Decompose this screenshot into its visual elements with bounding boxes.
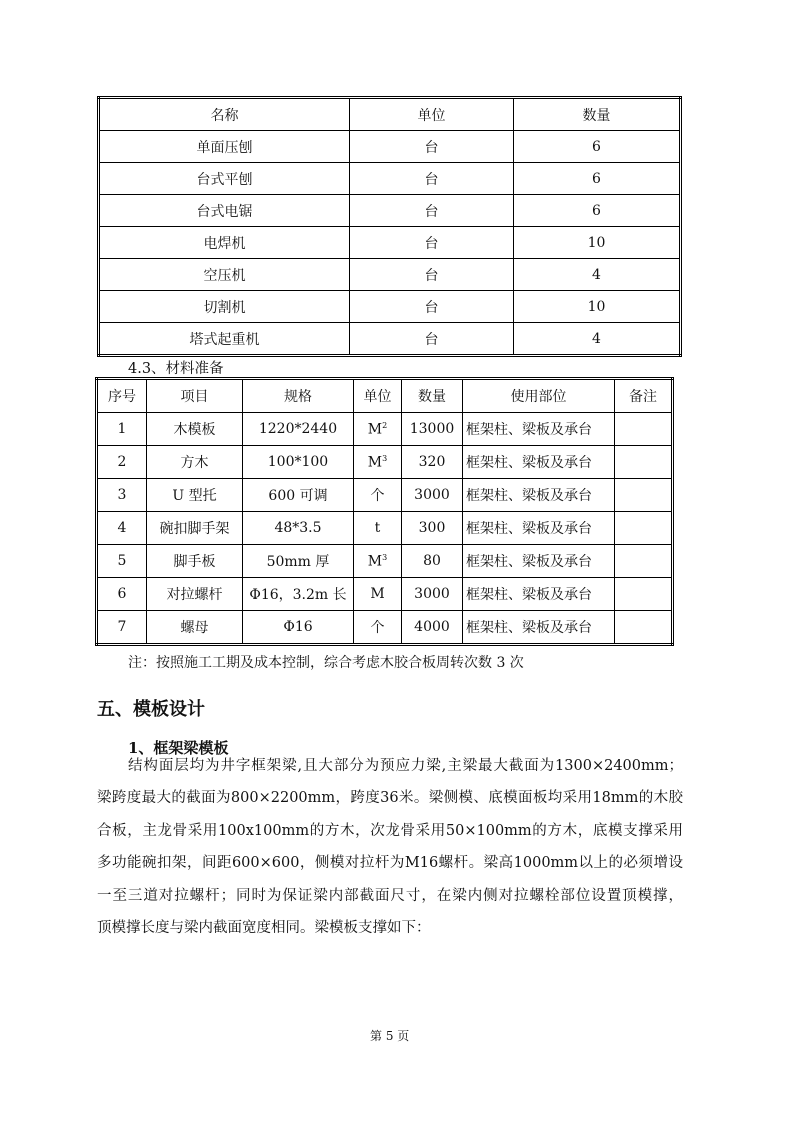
subsection-heading: 1、框架梁模板 (128, 739, 229, 757)
table-row (97, 611, 673, 645)
table-cell: 切割机 (99, 291, 350, 323)
paragraph-line: 结构面层均为井字框架梁,且大部分为预应力梁,主梁最大截面为1300×2400mm； (128, 758, 683, 774)
paragraph-line: 梁跨度最大的截面为800×2200mm，跨度36米。梁侧模、底模面板均采用18mm的木胶 (97, 790, 683, 807)
remark (615, 479, 673, 512)
materials-table (95, 377, 674, 646)
table-row (97, 446, 673, 479)
table-cell: 台 (350, 163, 514, 195)
quantity: 3000 (402, 479, 463, 512)
remark (615, 611, 673, 645)
unit (354, 578, 402, 611)
row-number: 1 (97, 413, 147, 446)
table-header-row (99, 98, 681, 131)
table-cell: 台 (350, 131, 514, 163)
usage-location: 框架柱、梁板及承台 (463, 446, 615, 479)
item-name: 方木 (147, 446, 243, 479)
table-row (99, 195, 681, 227)
table-cell: 6 (514, 195, 681, 227)
table-cell: 4 (514, 259, 681, 291)
table-cell: 6 (514, 163, 681, 195)
unit-text: M (370, 586, 385, 602)
unit-superscript: 3 (382, 453, 388, 463)
header-cell: 单位 (350, 98, 514, 131)
table-cell: 单面压刨 (99, 131, 350, 163)
table-row (97, 479, 673, 512)
table-row (99, 291, 681, 323)
table-row (97, 413, 673, 446)
quantity: 300 (402, 512, 463, 545)
table-row (99, 163, 681, 195)
remark (615, 545, 673, 578)
unit-text: 个 (370, 620, 385, 636)
equipment-table (97, 96, 682, 357)
table-row (99, 131, 681, 163)
paragraph-line: 合板，主龙骨采用100x100mm的方木，次龙骨采用50×100mm的方木，底模支撑采用 (97, 822, 683, 839)
table-cell: 6 (514, 131, 681, 163)
remark (615, 446, 673, 479)
unit-text: M (367, 454, 383, 471)
table-cell: 空压机 (99, 259, 350, 291)
unit-text: 个 (370, 488, 385, 504)
row-number: 4 (97, 512, 147, 545)
table-cell: 台 (350, 291, 514, 323)
table-row (99, 227, 681, 259)
table-row (97, 545, 673, 578)
header-cell: 备注 (615, 379, 673, 413)
row-number: 6 (97, 578, 147, 611)
header-cell: 使用部位 (463, 379, 615, 413)
paragraph-line: 多功能碗扣架，间距600×600，侧模对拉杆为M16螺杆。梁高1000mm以上的必须增设 (97, 855, 683, 872)
usage-location: 框架柱、梁板及承台 (463, 578, 615, 611)
table-row (99, 323, 681, 356)
unit (354, 413, 402, 446)
table-cell: 台 (350, 195, 514, 227)
section-heading-4-3: 4.3、材料准备 (128, 361, 224, 377)
unit (354, 479, 402, 512)
row-number: 5 (97, 545, 147, 578)
quantity: 3000 (402, 578, 463, 611)
spec: 50mm 厚 (243, 545, 354, 578)
header-cell: 序号 (97, 379, 147, 413)
unit (354, 446, 402, 479)
materials-note: 注：按照施工工期及成本控制，综合考虑木胶合板周转次数 3 次 (128, 655, 524, 671)
spec: 1220*2440 (243, 413, 354, 446)
item-name: 对拉螺杆 (147, 578, 243, 611)
table-row (97, 578, 673, 611)
unit-superscript: 3 (382, 552, 388, 562)
unit-text: M (367, 421, 383, 438)
table-cell: 电焊机 (99, 227, 350, 259)
remark (615, 512, 673, 545)
header-cell: 名称 (99, 98, 350, 131)
usage-location: 框架柱、梁板及承台 (463, 479, 615, 512)
row-number: 3 (97, 479, 147, 512)
body-paragraph (97, 750, 683, 944)
item-name: 螺母 (147, 611, 243, 645)
row-number: 7 (97, 611, 147, 645)
table-cell: 台式电锯 (99, 195, 350, 227)
usage-location: 框架柱、梁板及承台 (463, 413, 615, 446)
quantity: 80 (402, 545, 463, 578)
remark (615, 578, 673, 611)
table-cell: 塔式起重机 (99, 323, 350, 356)
header-cell: 规格 (243, 379, 354, 413)
quantity: 13000 (402, 413, 463, 446)
quantity: 320 (402, 446, 463, 479)
unit-superscript: 2 (382, 420, 388, 430)
usage-location: 框架柱、梁板及承台 (463, 512, 615, 545)
item-name: 脚手板 (147, 545, 243, 578)
page-number: 第 5 页 (370, 1029, 410, 1043)
usage-location: 框架柱、梁板及承台 (463, 611, 615, 645)
unit (354, 611, 402, 645)
row-number: 2 (97, 446, 147, 479)
paragraph-line: 一至三道对拉螺杆；同时为保证梁内部截面尺寸，在梁内侧对拉螺栓部位设置顶模撑， (97, 887, 683, 904)
spec: Φ16 (243, 611, 354, 645)
unit (354, 512, 402, 545)
unit-text: t (374, 520, 381, 536)
section-heading-5: 五、模板设计 (97, 699, 205, 720)
spec: 100*100 (243, 446, 354, 479)
remark (615, 413, 673, 446)
table-cell: 台 (350, 259, 514, 291)
quantity: 4000 (402, 611, 463, 645)
item-name: 碗扣脚手架 (147, 512, 243, 545)
unit (354, 545, 402, 578)
usage-location: 框架柱、梁板及承台 (463, 545, 615, 578)
unit-text: M (367, 553, 383, 570)
table-cell: 10 (514, 291, 681, 323)
item-name: U 型托 (147, 479, 243, 512)
header-cell: 项目 (147, 379, 243, 413)
header-cell: 单位 (354, 379, 402, 413)
header-cell: 数量 (402, 379, 463, 413)
spec: 48*3.5 (243, 512, 354, 545)
table-cell: 台式平刨 (99, 163, 350, 195)
header-cell: 数量 (514, 98, 681, 131)
table-row (97, 512, 673, 545)
table-cell: 4 (514, 323, 681, 356)
table-cell: 10 (514, 227, 681, 259)
spec: 600 可调 (243, 479, 354, 512)
paragraph-line: 顶模撑长度与梁内截面宽度相同。梁模板支撑如下： (97, 919, 431, 936)
spec: Φ16，3.2m 长 (243, 578, 354, 611)
table-cell: 台 (350, 227, 514, 259)
table-row (99, 259, 681, 291)
item-name: 木模板 (147, 413, 243, 446)
table-header-row (97, 379, 673, 413)
table-cell: 台 (350, 323, 514, 356)
